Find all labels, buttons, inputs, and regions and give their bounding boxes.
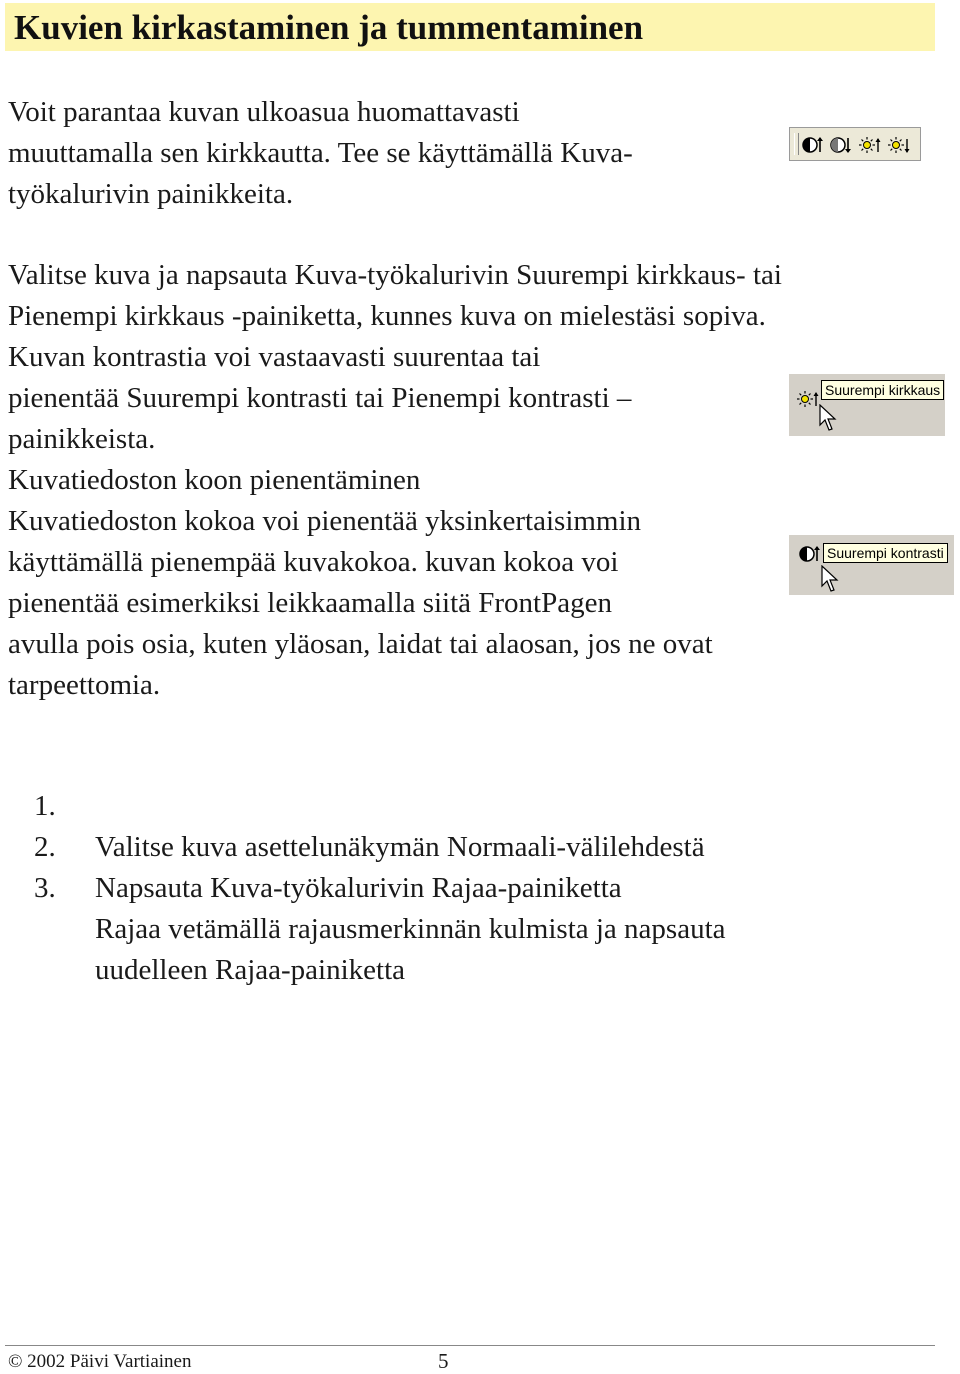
toolbar-handle [794,133,799,155]
more-contrast-icon[interactable] [800,132,826,158]
step-number: 3. [34,872,56,904]
step-text: Valitse kuva asettelunäkymän Normaali-välilehdestä [95,831,705,863]
heading-banner [5,3,935,51]
page-number: 5 [438,1349,449,1373]
step-text: uudelleen Rajaa-painiketta [95,954,405,986]
tooltip-label: Suurempi kirkkaus [821,380,944,400]
page-heading: Kuvien kirkastaminen ja tummentaminen [14,8,644,47]
list-item [8,745,705,863]
body-line-7: Kuvatiedoston kokoa voi pienentää yksinkertaisimmin [8,505,642,537]
body-line-11: tarpeettomia. [8,669,161,701]
footer-divider [5,1345,935,1346]
contrast-tooltip-screenshot [789,535,954,595]
less-contrast-icon[interactable] [828,132,854,158]
picture-toolbar [789,127,921,161]
step-number: 1. [34,790,56,822]
step-number: 2. [34,831,56,863]
intro-line-1: Voit parantaa kuvan ulkoasua huomattavasti [8,96,520,128]
subheading: Kuvatiedoston koon pienentäminen [8,464,421,496]
tooltip-label: Suurempi kontrasti [823,543,948,563]
intro-line-2: muuttamalla sen kirkkautta. Tee se käyttämällä Kuva- [8,137,633,169]
step-text: Napsauta Kuva-työkalurivin Rajaa-painiketta [95,872,622,904]
mouse-pointer-icon [821,565,839,593]
body-line-2: Pienempi kirkkaus -painiketta, kunnes kuva on mielestäsi sopiva. [8,300,766,332]
mouse-pointer-icon [819,404,837,432]
less-brightness-icon[interactable] [886,132,912,158]
more-brightness-icon [795,386,821,412]
steps-list [8,745,726,986]
intro-line-3: työkalurivin painikkeita. [8,178,294,210]
more-contrast-icon [797,541,823,567]
more-brightness-icon[interactable] [857,132,883,158]
body-line-4: pienentää Suurempi kontrasti tai Pienempi kontrasti – [8,382,632,414]
footer-copyright: © 2002 Päivi Vartiainen [8,1351,192,1372]
body-line-8: käyttämällä pienempää kuvakokoa. kuvan kokoa voi [8,546,619,578]
body-line-3: Kuvan kontrastia voi vastaavasti suurentaa tai [8,341,541,373]
body-line-9: pienentää esimerkiksi leikkaamalla siitä FrontPagen [8,587,612,619]
step-text: Rajaa vetämällä rajausmerkinnän kulmista ja napsauta [95,913,726,945]
body-line-5: painikkeista. [8,423,156,455]
body-line-10: avulla pois osia, kuten yläosan, laidat tai alaosan, jos ne ovat [8,628,713,660]
brightness-tooltip-screenshot [789,374,945,436]
body-line-1: Valitse kuva ja napsauta Kuva-työkalurivin Suurempi kirkkaus- tai [8,259,782,291]
